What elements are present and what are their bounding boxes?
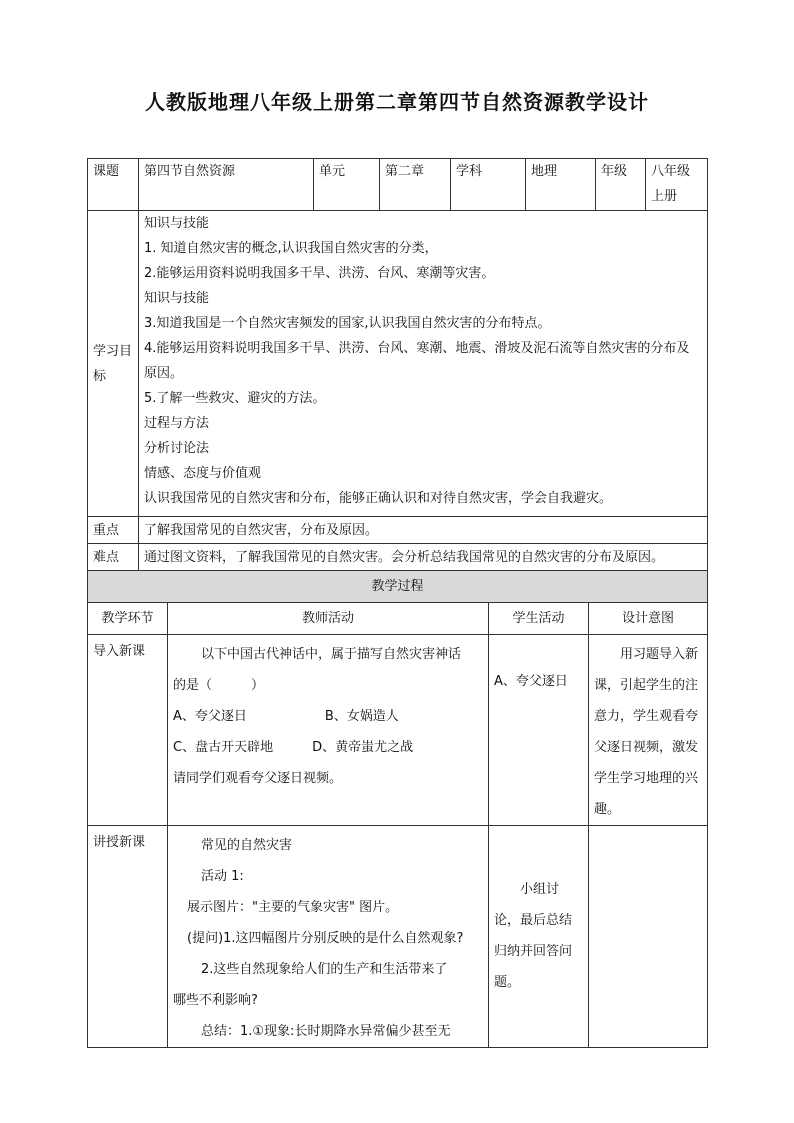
objective-line: 5.了解一些救灾、避灾的方法。 [144,391,326,406]
teacher-line: 的是（ ） [173,678,265,693]
intent-teaching [589,826,708,1048]
objective-line: 4.能够运用资料说明我国多干旱、洪涝、台风、寒潮、地震、滑坡及泥石流等自然灾害的分布及原因。 [144,341,690,381]
page-title: 人教版地理八年级上册第二章第四节自然资源教学设计 [145,90,649,114]
objective-line: 2.能够运用资料说明我国多干旱、洪涝、台风、寒潮等灾害。 [144,266,495,281]
teacher-line: 展示图片："主要的气象灾害" 图片。 [187,900,399,915]
col-stage: 教学环节 [88,603,168,635]
objective-line: 1. 知道自然灾害的概念,认识我国自然灾害的分类， [144,241,438,256]
teacher-line: (提问)1.这四幅图片分别反映的是什么自然观象? [187,931,464,946]
teacher-line: 请同学们观看夸父逐日视频。 [173,771,343,786]
objective-line: 认识我国常见的自然灾害和分布，能够正确认识和对待自然灾害，学会自我避灾。 [144,491,613,506]
intent-intro: 用习题导入新课，引起学生的注意力，学生观看夸父逐日视频，激发学生学习地理的兴趣。 [589,635,708,826]
subject-value: 地理 [526,159,596,211]
objective-line: 3.知道我国是一个自然灾害频发的国家,认识我国自然灾害的分布特点。 [144,316,551,331]
topic-label: 课题 [88,159,139,211]
teacher-line: C、盘古开天辟地 D、黄帝蚩尤之战 [173,740,414,755]
teacher-line: 活动 1: [201,869,244,884]
teacher-intro [168,635,489,826]
unit-label: 单元 [314,159,380,211]
subject-label: 学科 [451,159,526,211]
topic-value: 第四节自然资源 [139,159,314,211]
objective-line: 知识与技能 [144,216,210,231]
difficulty-text: 通过图文资料，了解我国常见的自然灾害。会分析总结我国常见的自然灾害的分布及原因。 [139,544,708,571]
objective-line: 过程与方法 [144,416,210,431]
teacher-line: 以下中国古代神话中，属于描写自然灾害神话 [201,647,462,662]
key-point-text: 了解我国常见的自然灾害，分布及原因。 [139,517,708,544]
objective-line: 分析讨论法 [144,441,210,456]
info-table [87,158,708,571]
teacher-line: A、夸父逐日 B、女娲造人 [173,709,399,724]
col-student: 学生活动 [489,603,589,635]
teacher-line: 哪些不利影响? [173,993,258,1008]
teacher-line: 2.这些自然现象给人们的生产和生活带来了 [201,962,448,977]
teacher-teaching [168,826,489,1048]
col-intent: 设计意图 [589,603,708,635]
stage-intro: 导入新课 [88,635,168,826]
col-teacher: 教师活动 [168,603,489,635]
objective-line: 知识与技能 [144,291,210,306]
objective-line: 情感、态度与价值观 [144,466,262,481]
objectives-content [139,211,708,517]
teacher-line: 常见的自然灾害 [201,838,293,853]
grade-value: 八年级上册 [646,159,708,211]
teacher-line: 总结：1.①现象:长时期降水异常偏少甚至无 [201,1024,451,1039]
key-point-label: 重点 [88,517,139,544]
student-teaching: 小组讨论，最后总结归纳并回答问题。 [489,826,589,1048]
student-intro: A、夸父逐日 [489,635,589,826]
unit-value: 第二章 [380,159,451,211]
difficulty-label: 难点 [88,544,139,571]
grade-label: 年级 [596,159,646,211]
process-header: 教学过程 [88,571,708,603]
process-table [87,570,708,1048]
stage-teaching: 讲授新课 [88,826,168,1048]
objectives-label: 学习目标 [88,211,139,517]
